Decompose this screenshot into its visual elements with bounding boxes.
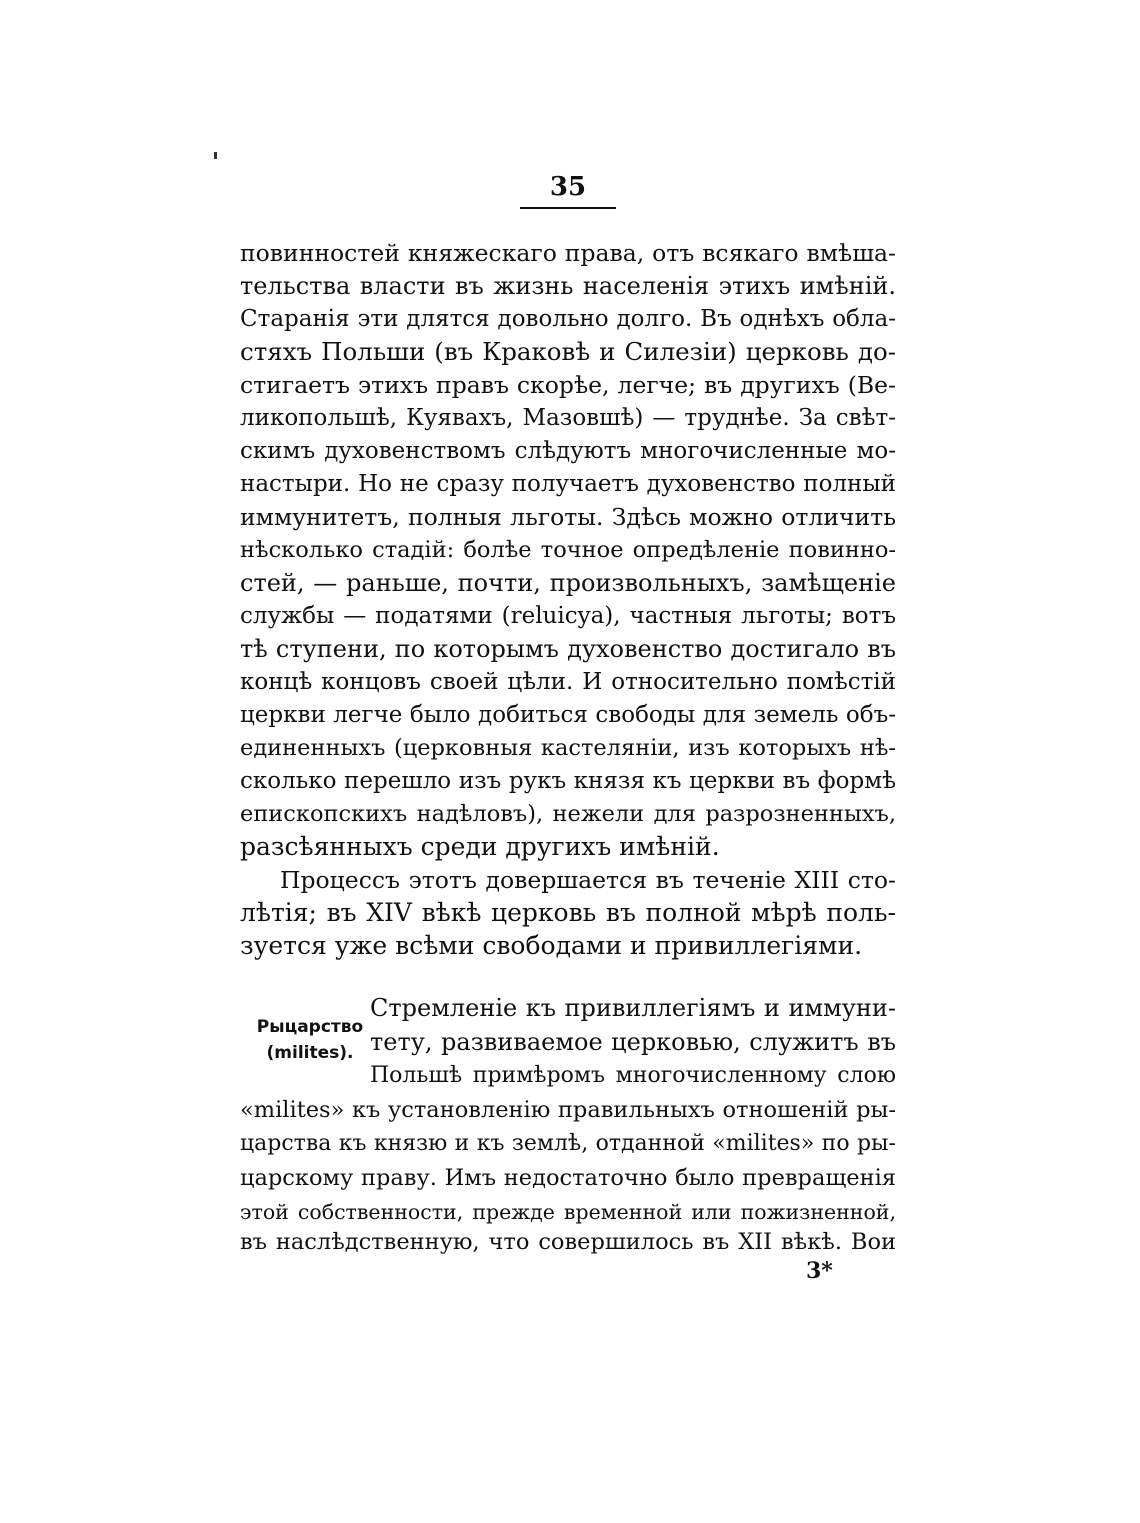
text-line: царскому праву. Имъ недостаточно было превращенія	[240, 1165, 896, 1191]
page-number: 35	[549, 172, 587, 202]
margin-heading-line: (milites).	[266, 1043, 354, 1063]
text-line: тету, развиваемое церковью, служитъ въ	[370, 1028, 896, 1056]
text-line: зуется уже всѣми свободами и привиллегіями.	[240, 931, 863, 960]
signature-mark: 3*	[806, 1258, 833, 1284]
margin-heading	[252, 1014, 368, 1066]
text-line: нѣсколько стадій: болѣе точное опредѣленіе повинно-	[240, 537, 896, 563]
text-line: единенныхъ (церковныя кастеляніи, изъ которыхъ нѣ-	[240, 735, 896, 761]
text-line: стей, — раньше, почти, произвольныхъ, замѣщеніе	[240, 569, 896, 597]
text-line: тельства власти въ жизнь населенія этихъ имѣній.	[240, 272, 896, 300]
page-number-rule	[520, 207, 616, 209]
text-line: концѣ концовъ своей цѣли. И относительно помѣстій	[240, 669, 896, 695]
text-line: этой собственности, прежде временной или пожизненной,	[240, 1200, 896, 1224]
ink-speck	[214, 152, 217, 159]
text-line: Старанія эти длятся довольно долго. Въ однѣхъ обла-	[240, 306, 896, 332]
text-line: лѣтія; въ XIV вѣкѣ церковь въ полной мѣрѣ поль-	[240, 898, 896, 927]
text-line: стигаетъ этихъ правъ скорѣе, легче; въ другихъ (Ве-	[240, 371, 896, 399]
text-line: сколько перешло изъ рукъ князя къ церкви въ формѣ	[240, 768, 896, 794]
text-line: Процессъ этотъ довершается въ теченіе XIII сто-	[280, 866, 896, 894]
text-line: настыри. Но не сразу получаетъ духовенство полный	[240, 471, 896, 497]
text-line: ликопольшѣ, Куявахъ, Мазовшѣ) — труднѣе. За свѣт-	[240, 405, 896, 431]
text-line: службы — податями (reluicya), частныя льготы; вотъ	[240, 603, 896, 629]
text-line: стяхъ Польши (въ Краковѣ и Силезіи) церковь до-	[240, 337, 896, 366]
text-line: повинностей княжескаго права, отъ всякаго вмѣша-	[240, 239, 896, 267]
text-line: Польшѣ примѣромъ многочисленному слою	[370, 1063, 896, 1088]
text-line: Стремленіе къ привиллегіямъ и иммуни-	[370, 994, 896, 1022]
text-line: разсѣянныхъ среди другихъ имѣній.	[240, 832, 720, 861]
margin-heading-line: Рыцарство	[256, 1017, 364, 1037]
text-line: тѣ ступени, по которымъ духовенство достигало въ	[240, 635, 896, 663]
text-line: иммунитетъ, полныя льготы. Здѣсь можно отличить	[240, 503, 896, 531]
text-line: «milites» къ установленію правильныхъ отношеній ры-	[240, 1097, 896, 1123]
text-line: въ наслѣдственную, что совершилось въ XII вѣкѣ. Вои	[240, 1229, 896, 1255]
text-line: царства къ князю и къ землѣ, отданной «milites» по ры-	[240, 1131, 896, 1156]
text-line: церкви легче было добиться свободы для земель объ-	[240, 702, 896, 728]
text-line: скимъ духовенствомъ слѣдуютъ многочисленные мо-	[240, 438, 896, 464]
text-line: епископскихъ надѣловъ), нежели для разрозненныхъ,	[240, 801, 896, 827]
